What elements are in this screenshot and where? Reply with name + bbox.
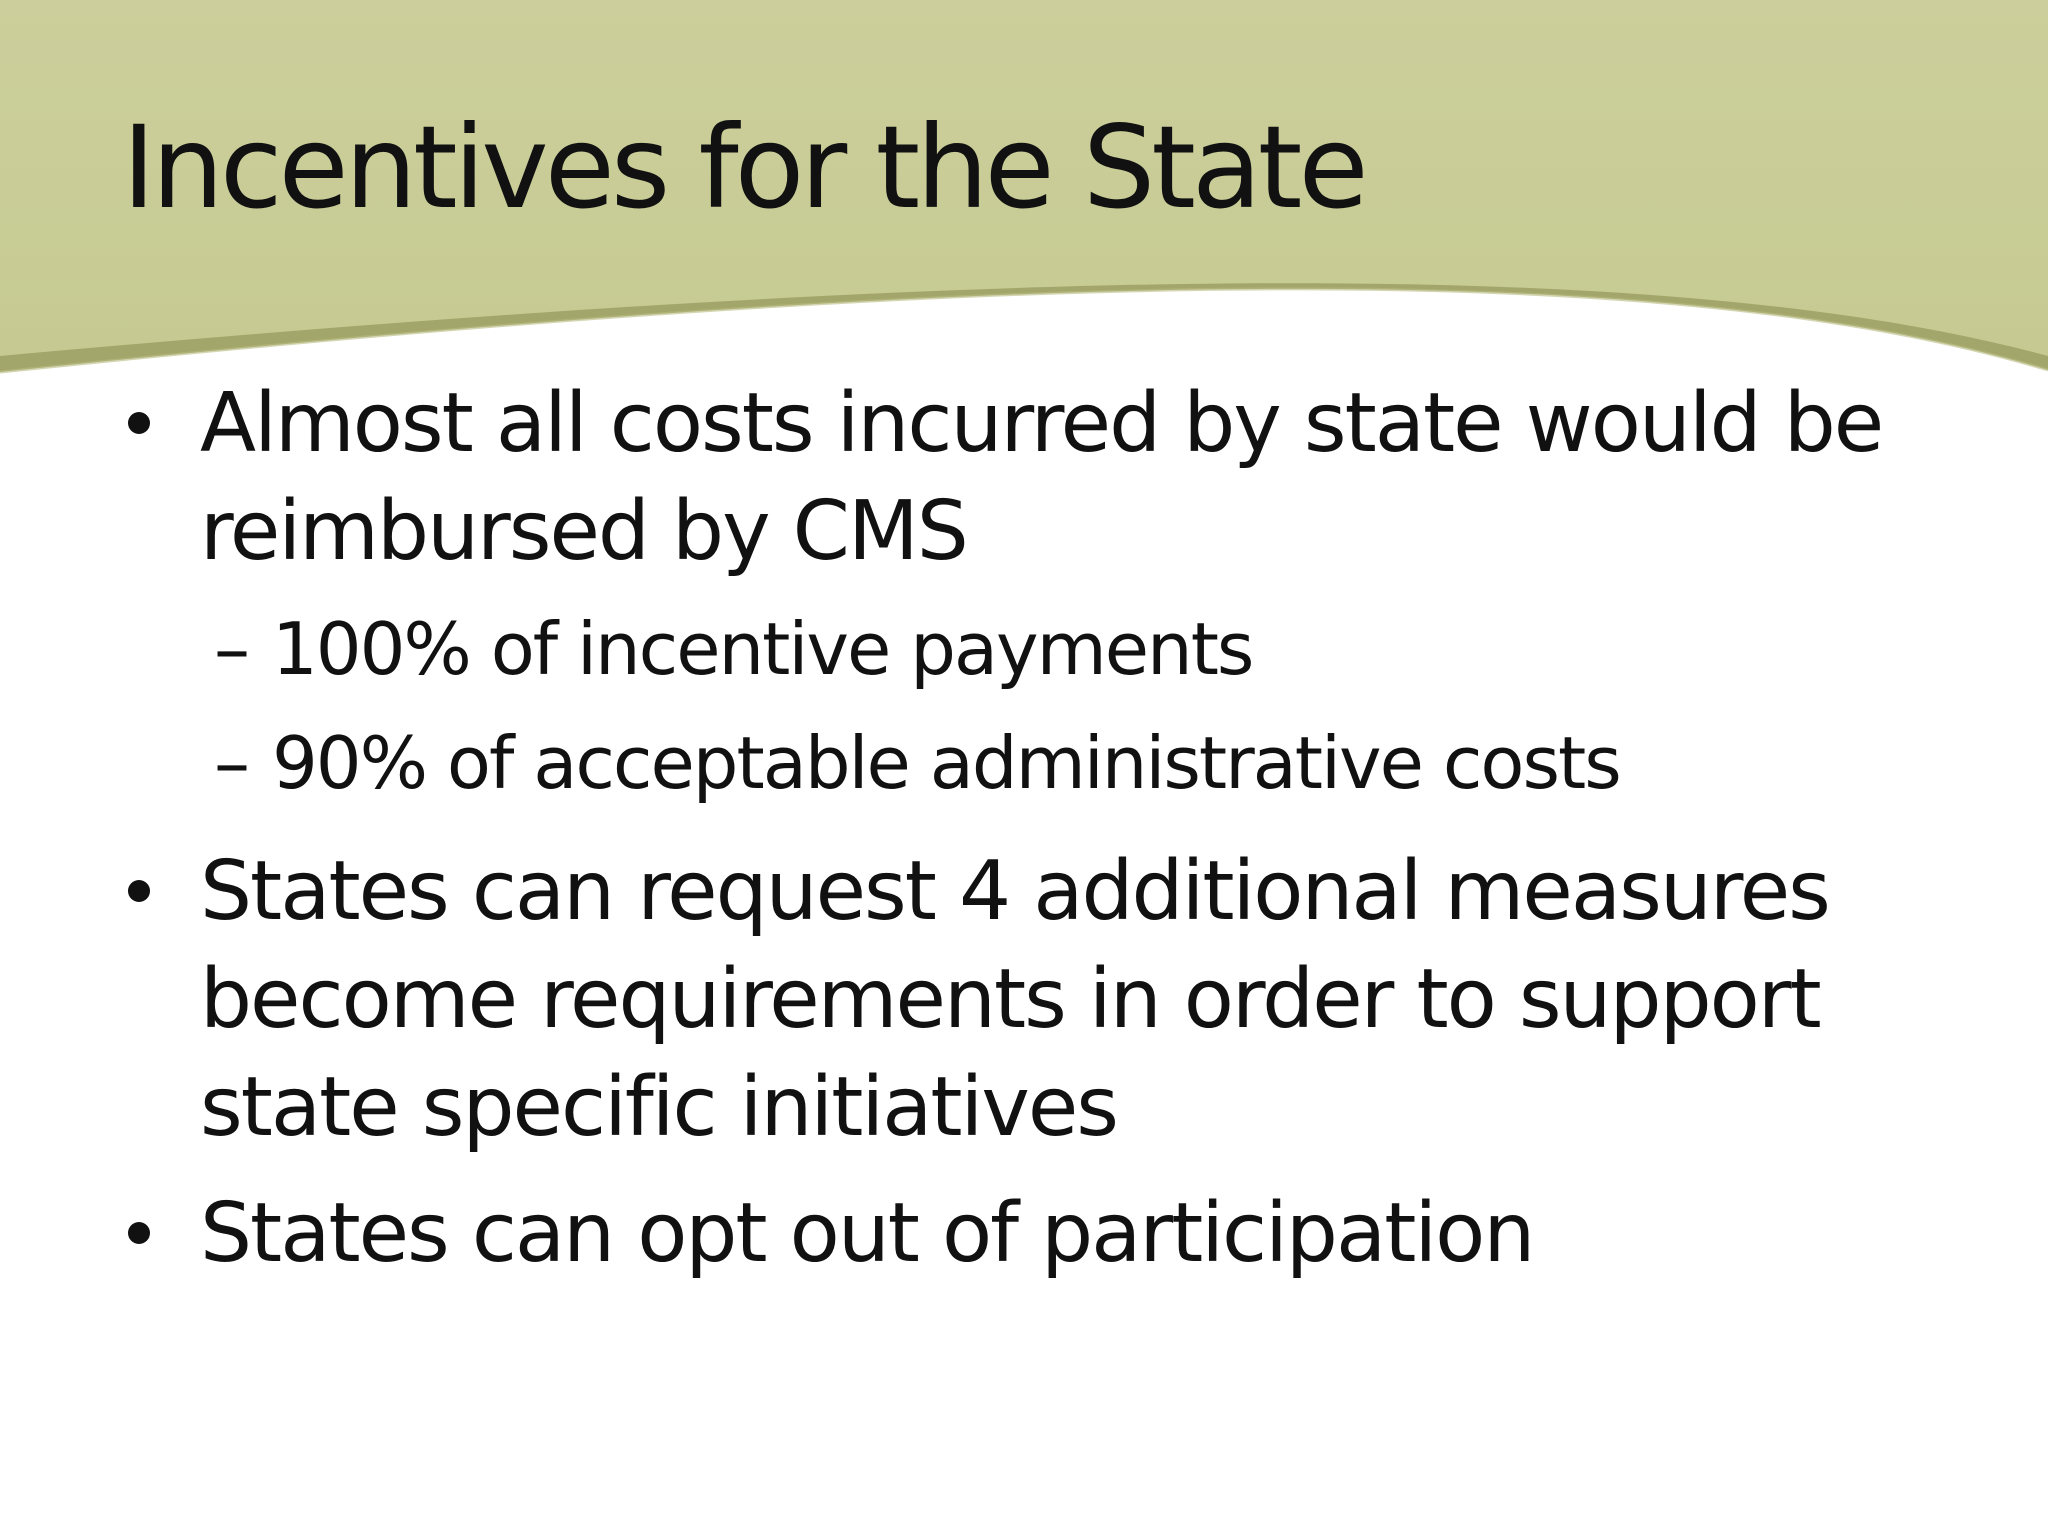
sub-bullet-text: 90% of acceptable administrative costs: [272, 721, 1620, 805]
slide-title: Incentives for the State: [122, 101, 1365, 234]
sub-bullet-item: [200, 706, 2002, 820]
bullet-item: [122, 1180, 2002, 1288]
bullet-dot-icon: [128, 1222, 150, 1244]
bullet-list: [122, 370, 2002, 1306]
bullet-text: States can opt out of participation: [200, 1186, 1534, 1281]
bullet-dot-icon: [128, 880, 150, 902]
bullet-item: [122, 838, 2002, 1162]
bullet-dot-icon: [128, 412, 150, 434]
sub-bullet-item: [200, 592, 2002, 706]
bullet-text: Almost all costs incurred by state would be reimbursed by CMS: [200, 376, 1883, 579]
dash-icon: –: [214, 721, 248, 805]
dash-icon: –: [214, 607, 248, 691]
bullet-text: States can request 4 additional measures become requirements in order to support state specific initiatives: [200, 844, 1829, 1155]
sub-bullet-list: [200, 592, 2002, 820]
sub-bullet-text: 100% of incentive payments: [272, 607, 1253, 691]
bullet-item: [122, 370, 2002, 820]
